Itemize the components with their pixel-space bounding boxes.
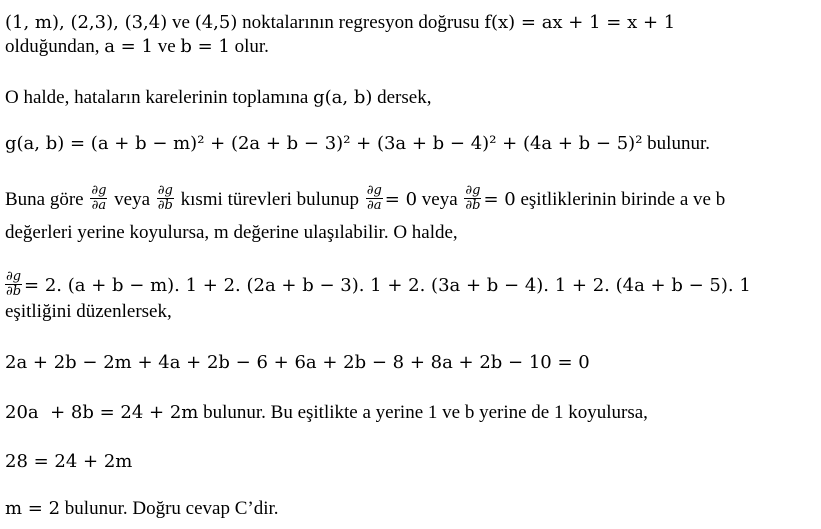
line-derivative bbox=[5, 269, 751, 301]
line5-text-3: kısmi türevleri bulunup bbox=[180, 188, 359, 210]
line-rearrange bbox=[5, 301, 172, 323]
g-expression: g(a, b) = (a + b − m)² + (2a + b − 3)² + (3a + b − 4)² + (4a + b − 5)² bbox=[5, 133, 643, 154]
line-coefficients bbox=[5, 36, 269, 58]
expanded-equation: 2a + 2b − 2m + 4a + 2b − 6 + 6a + 2b − 8 + 8a + 2b − 10 = 0 bbox=[5, 352, 590, 373]
line-values bbox=[5, 222, 458, 244]
line-simplified bbox=[5, 402, 648, 424]
partial-g-b-1: $\frac{\partial g}{\partial b}$ bbox=[157, 183, 173, 213]
line5-text-4: veya bbox=[417, 188, 458, 210]
line2-text-2: ve bbox=[152, 36, 181, 57]
m-result: m = 2 bbox=[5, 498, 61, 519]
line-substituted bbox=[5, 451, 132, 473]
simplified-equation: 20a + 8b = 24 + 2m bbox=[5, 402, 199, 423]
line-g-expression bbox=[5, 133, 710, 155]
substituted-equation: 28 = 24 + 2m bbox=[5, 451, 133, 472]
partial-g-a-1: $\frac{\partial g}{\partial a}$ bbox=[91, 183, 107, 213]
partial-g-a-2: $\frac{\partial g}{\partial a}$ bbox=[366, 183, 382, 213]
equals-zero-1: = 0 bbox=[384, 188, 418, 210]
line5-text-2: veya bbox=[114, 188, 151, 210]
line2-text-3: olur. bbox=[229, 36, 269, 57]
line-expanded bbox=[5, 352, 590, 374]
line5-text-1: Buna göre bbox=[5, 188, 84, 210]
line3-text-2: dersek, bbox=[372, 87, 432, 108]
point4-math: (4,5) bbox=[194, 12, 238, 33]
partial-g-b-3: $\frac{\partial g}{\partial b}$ bbox=[6, 269, 22, 299]
line6-text: değerleri yerine koyulursa, m değerine ulaşılabilir. O halde, bbox=[5, 222, 458, 243]
equals-zero-2: = 0 bbox=[483, 188, 516, 210]
g-function: g(a, b) bbox=[313, 87, 373, 108]
line-define-g bbox=[5, 87, 431, 109]
regression-function: f(x) = ax + 1 = x + 1 bbox=[484, 12, 676, 33]
derivative-rhs: = 2. (a + b − m). 1 + 2. (2a + b − 3). 1 + 2. (3a + b − 4). 1 + 2. (4a + b − 5). 1 bbox=[24, 274, 751, 296]
conjunction-ve: ve bbox=[167, 12, 195, 33]
line1-text: noktalarının regresyon doğrusu bbox=[237, 12, 485, 33]
a-value: a = 1 bbox=[104, 36, 153, 57]
line-answer bbox=[5, 498, 279, 520]
line8-text: eşitliğini düzenlersek, bbox=[5, 301, 172, 322]
line-regression bbox=[5, 12, 675, 34]
line5-text-5: eşitliklerinin birinde a ve b bbox=[515, 188, 726, 210]
line2-text-1: olduğundan, bbox=[5, 36, 105, 57]
line10-text: bulunur. Bu eşitlikte a yerine 1 ve b yerine de 1 koyulursa, bbox=[198, 402, 648, 423]
line-partials bbox=[5, 183, 726, 215]
points-math: (1, m), (2,3), (3,4) bbox=[5, 12, 168, 33]
line4-text: bulunur. bbox=[642, 133, 710, 154]
answer-text: bulunur. Doğru cevap C’dir. bbox=[60, 498, 279, 519]
partial-g-b-2: $\frac{\partial g}{\partial b}$ bbox=[465, 183, 481, 213]
b-value: b = 1 bbox=[180, 36, 230, 57]
line3-text-1: O halde, hataların karelerinin toplamına bbox=[5, 87, 314, 108]
